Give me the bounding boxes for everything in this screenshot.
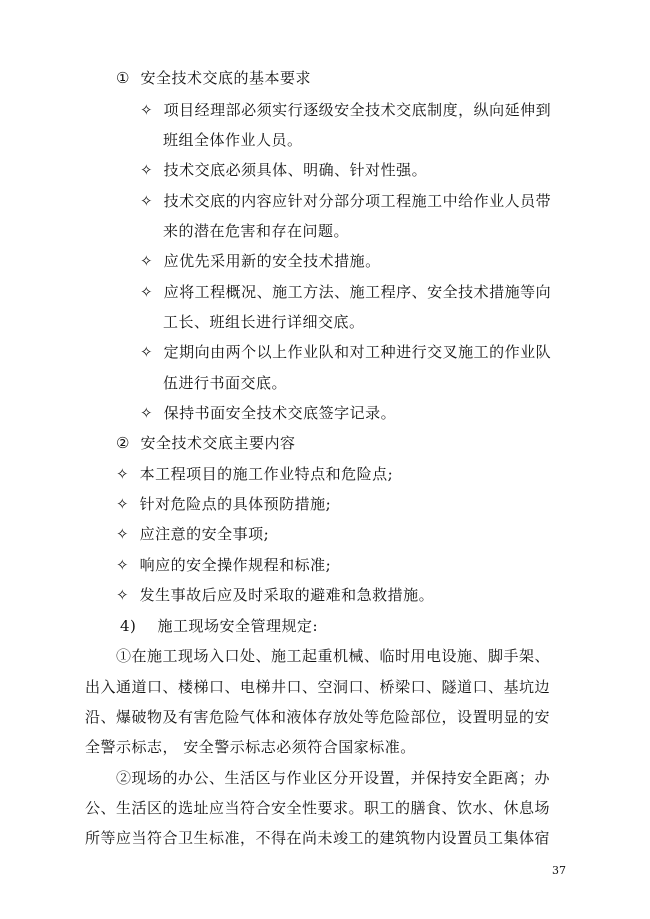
diamond-bullet-icon: ✧ [140, 101, 154, 119]
diamond-bullet-icon: ✧ [116, 495, 130, 513]
bullet-item [140, 251, 381, 271]
bullet-item [140, 100, 551, 120]
diamond-bullet-icon: ✧ [116, 465, 130, 483]
page-number: 37 [552, 864, 566, 877]
diamond-bullet-icon: ✧ [140, 252, 154, 270]
paragraph-1-line: 出入通道口、楼梯口、电梯井口、空洞口、桥梁口、隧道口、基坑边 [85, 678, 551, 696]
section-2-heading [116, 433, 296, 453]
paragraph-1-line: 全警示标志， 安全警示标志必须符合国家标准。 [85, 738, 416, 756]
bullet-text: 应将工程概况、施工方法、施工程序、安全技术措施等向 [163, 283, 552, 301]
bullet-continuation: 班组全体作业人员。 [163, 131, 303, 149]
bullet-item [116, 464, 393, 484]
bullet-continuation: 伍进行书面交底。 [163, 374, 288, 392]
circled-number-1: ① [116, 69, 130, 87]
section-4-title: 施工现场安全管理规定: [157, 617, 319, 635]
bullet-text: 本工程项目的施工作业特点和危险点; [139, 465, 394, 483]
bullet-text: 应优先采用新的安全技术措施。 [163, 252, 381, 270]
diamond-bullet-icon: ✧ [140, 343, 154, 361]
section-1-title: 安全技术交底的基本要求 [140, 69, 312, 87]
section-4-heading [120, 616, 318, 636]
bullet-text: 保持书面安全技术交底签字记录。 [163, 404, 397, 422]
diamond-bullet-icon: ✧ [140, 404, 154, 422]
diamond-bullet-icon: ✧ [140, 192, 154, 210]
paragraph-1-line: 沿、爆破物及有害危险气体和液体存放处等危险部位，设置明显的安 [85, 708, 551, 726]
section-2-title: 安全技术交底主要内容 [140, 434, 296, 452]
bullet-text: 技术交底必须具体、明确、针对性强。 [163, 161, 428, 179]
diamond-bullet-icon: ✧ [116, 556, 130, 574]
bullet-item [116, 494, 331, 514]
bullet-item [140, 403, 396, 423]
diamond-bullet-icon: ✧ [140, 161, 154, 179]
section-number: 4) [120, 617, 137, 635]
diamond-bullet-icon: ✧ [116, 525, 130, 543]
bullet-continuation: 来的潜在危害和存在问题。 [163, 222, 350, 240]
bullet-text: 发生事故后应及时采取的避难和急救措施。 [139, 586, 435, 604]
bullet-continuation: 工长、班组长进行详细交底。 [163, 313, 365, 331]
diamond-bullet-icon: ✧ [116, 586, 130, 604]
paragraph-1-line: ①在施工现场入口处、施工起重机械、临时用电设施、脚手架、 [116, 647, 551, 665]
bullet-item [140, 282, 551, 302]
bullet-item [140, 342, 551, 362]
circled-number-2: ② [116, 434, 130, 452]
bullet-item [140, 160, 427, 180]
paragraph-2-line: ②现场的办公、生活区与作业区分开设置，并保持安全距离；办 [116, 769, 551, 787]
bullet-item [116, 555, 331, 575]
bullet-text: 应注意的安全事项; [139, 525, 270, 543]
bullet-text: 响应的安全操作规程和标准; [139, 556, 332, 574]
bullet-item [140, 191, 551, 211]
bullet-text: 技术交底的内容应针对分部分项工程施工中给作业人员带 [163, 192, 552, 210]
bullet-item [116, 585, 434, 605]
section-1-heading [116, 68, 311, 88]
paragraph-2-line: 所等应当符合卫生标准，不得在尚未竣工的建筑物内设置员工集体宿 [85, 829, 551, 847]
paragraph-2-line: 公、生活区的选址应当符合安全性要求。职工的膳食、饮水、休息场 [85, 799, 551, 817]
bullet-text: 定期向由两个以上作业队和对工种进行交叉施工的作业队 [163, 343, 552, 361]
diamond-bullet-icon: ✧ [140, 283, 154, 301]
bullet-text: 项目经理部必须实行逐级安全技术交底制度，纵向延伸到 [163, 101, 552, 119]
bullet-text: 针对危险点的具体预防措施; [139, 495, 332, 513]
bullet-item [116, 524, 269, 544]
